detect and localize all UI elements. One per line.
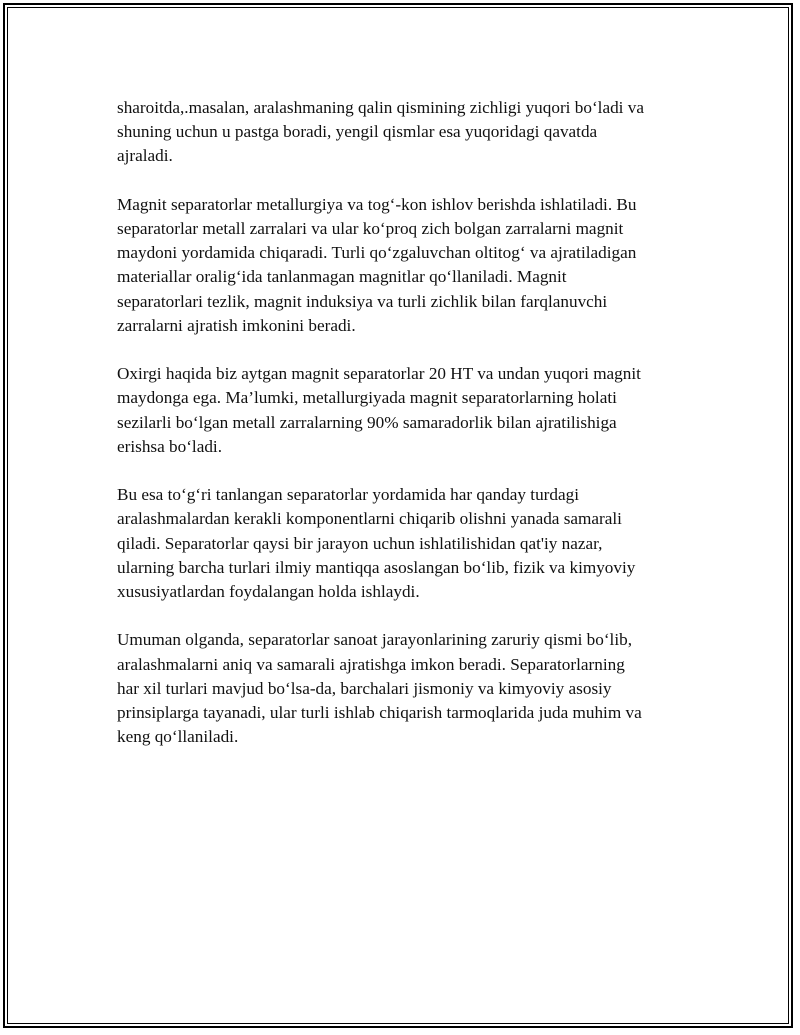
paragraph: sharoitda,.masalan, aralashmaning qalin qismining zichligi yuqori bo‘ladi va shuning uchun u pastga boradi, yengil qismlar esa yuqoridagi qavatda ajraladi. — [117, 98, 644, 166]
document-body — [117, 96, 697, 774]
paragraph: Umuman olganda, separatorlar sanoat jarayonlarining zaruriy qismi bo‘lib, aralashmalarni aniq va samarali ajratishga imkon beradi. Separatorlarning har xil turlari mavjud bo‘lsa-da, barchalari jismoniy va kimyoviy asosiy prinsiplarga tayanadi, ular turli ishlab chiqarish tarmoqlarida juda muhim va keng qo‘llaniladi. — [117, 630, 642, 747]
paragraph: Bu esa to‘g‘ri tanlangan separatorlar yordamida har qanday turdagi aralashmalardan kerakli komponentlarni chiqarib olishni yanada samarali qiladi. Separatorlar qaysi bir jarayon uchun ishlatilishidan qat'iy nazar, ularning barcha turlari ilmiy mantiqqa asoslangan bo‘lib, fizik va kimyoviy xususiyatlardan foydalangan holda ishlaydi. — [117, 485, 636, 602]
document-page — [3, 3, 793, 1028]
paragraph: Magnit separatorlar metallurgiya va tog‘-kon ishlov berishda ishlatiladi. Bu separatorlar metall zarralari va ular ko‘proq zich bolgan zarralarni magnit maydoni yordamida chiqaradi. Turli qo‘zgaluvchan oltitog‘ va ajratiladigan materiallar oralig‘ida tanlanmagan magnitlar qo‘llaniladi. Magnit separatorlari tezlik, magnit induksiya va turli zichlik bilan farqlanuvchi zarralarni ajratish imkonini beradi. — [117, 194, 637, 335]
paragraph: Oxirgi haqida biz aytgan magnit separatorlar 20 HT va undan yuqori magnit maydonga ega. Ma’lumki, metallurgiyada magnit separatorlarning holati sezilarli bo‘lgan metall zarralarning 90% samaradorlik bilan ajratilishiga erishsa bo‘ladi. — [117, 364, 641, 456]
